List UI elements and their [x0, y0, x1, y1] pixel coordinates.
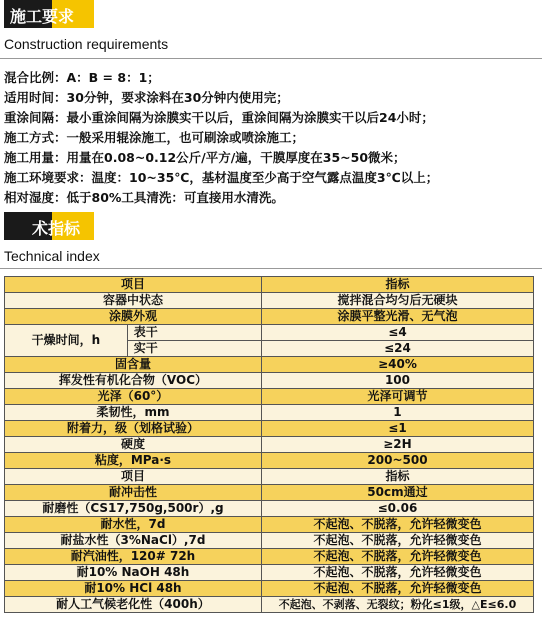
table-cell: 涂膜平整光滑、无气泡 — [261, 309, 533, 325]
req-line: 相对湿度：低于80%工具清洗：可直接用水清洗。 — [4, 190, 284, 205]
table-row — [5, 277, 534, 293]
table-row — [5, 357, 534, 373]
table-cell: 1 — [261, 405, 533, 421]
table-cell: 柔韧性，mm — [5, 405, 262, 421]
table-row — [5, 373, 534, 389]
table-cell: 容器中状态 — [5, 293, 262, 309]
req-line: 施工用量：用量在0.08~0.12公斤/平方/遍，干膜厚度在35~50微米； — [4, 150, 406, 165]
table-row — [5, 421, 534, 437]
table-cell: 干燥时间，h — [5, 325, 128, 357]
table-cell: ≥40% — [261, 357, 533, 373]
divider — [0, 268, 542, 269]
table-row — [5, 437, 534, 453]
req-line: 施工环境要求：温度：10~35℃，基材温度至少高于空气露点温度3℃以上； — [4, 170, 439, 185]
table-row — [5, 565, 534, 581]
table-cell: 项目 — [5, 469, 262, 485]
req-line: 适用时间：30分钟，要求涂料在30分钟内使用完； — [4, 90, 289, 105]
table-cell: 指标 — [261, 277, 533, 293]
table-row — [5, 501, 534, 517]
table-row — [5, 533, 534, 549]
table-cell: ≤1 — [261, 421, 533, 437]
table-cell: 固含量 — [5, 357, 262, 373]
table-cell: 附着力，级（划格试验） — [5, 421, 262, 437]
table-row — [5, 453, 534, 469]
table-cell: 耐水性，7d — [5, 517, 262, 533]
table-cell: 指标 — [261, 469, 533, 485]
table-row — [5, 469, 534, 485]
table-cell: 耐冲击性 — [5, 485, 262, 501]
divider — [0, 58, 542, 59]
section-header-construction — [4, 0, 94, 28]
table-cell: 不起泡、不脱落，允许轻微变色 — [261, 565, 533, 581]
table-cell: 实干 — [127, 341, 261, 357]
table-cell: 耐磨性（CS17,750g,500r）,g — [5, 501, 262, 517]
section-title: 术指标 — [32, 219, 81, 238]
req-line: 重涂间隔：最小重涂间隔为涂膜实干以后，重涂间隔为涂膜实干以后24小时； — [4, 110, 434, 125]
table-cell: ≤24 — [261, 341, 533, 357]
table-row — [5, 597, 534, 613]
section-subtitle: Construction requirements — [4, 36, 169, 52]
table-row — [5, 389, 534, 405]
req-line: 施工方式：一般采用辊涂施工，也可刷涂或喷涂施工； — [4, 130, 305, 145]
table-cell: ≤4 — [261, 325, 533, 341]
table-cell: 耐10% NaOH 48h — [5, 565, 262, 581]
table-cell: 光泽（60°） — [5, 389, 262, 405]
table-cell: 100 — [261, 373, 533, 389]
table-cell: 项目 — [5, 277, 262, 293]
section-subtitle: Technical index — [4, 248, 100, 264]
table-row — [5, 309, 534, 325]
section-title: 施工要求 — [10, 7, 75, 26]
table-row — [5, 517, 534, 533]
table-cell: 耐盐水性（3%NaCl）,7d — [5, 533, 262, 549]
table-cell: 200~500 — [261, 453, 533, 469]
table-cell: 光泽可调节 — [261, 389, 533, 405]
table-row — [5, 325, 534, 341]
table-cell: 耐人工气候老化性（400h） — [5, 597, 262, 613]
table-row — [5, 293, 534, 309]
table-cell: 粘度，MPa·s — [5, 453, 262, 469]
table-cell: 耐10% HCl 48h — [5, 581, 262, 597]
table-row — [5, 581, 534, 597]
section-header-technical — [4, 212, 94, 240]
table-cell: 硬度 — [5, 437, 262, 453]
table-cell: 涂膜外观 — [5, 309, 262, 325]
req-line: 混合比例：A：B = 8：1； — [4, 70, 160, 85]
table-cell: 表干 — [127, 325, 261, 341]
table-cell: 不起泡、不剥落、无裂纹；粉化≤1级，△E≤6.0 — [261, 597, 533, 613]
table-cell: ≤0.06 — [261, 501, 533, 517]
technical-index-table — [4, 276, 534, 613]
table-cell: 搅拌混合均匀后无硬块 — [261, 293, 533, 309]
table-cell: 不起泡、不脱落，允许轻微变色 — [261, 549, 533, 565]
table-cell: 不起泡、不脱落，允许轻微变色 — [261, 533, 533, 549]
table-row — [5, 485, 534, 501]
table-row — [5, 549, 534, 565]
table-cell: 耐汽油性，120# 72h — [5, 549, 262, 565]
construction-requirements — [4, 68, 438, 208]
table-cell: 不起泡、不脱落，允许轻微变色 — [261, 581, 533, 597]
table-cell: 挥发性有机化合物（VOC） — [5, 373, 262, 389]
table-cell: ≥2H — [261, 437, 533, 453]
table-cell: 不起泡、不脱落，允许轻微变色 — [261, 517, 533, 533]
table-cell: 50cm通过 — [261, 485, 533, 501]
table-row — [5, 405, 534, 421]
